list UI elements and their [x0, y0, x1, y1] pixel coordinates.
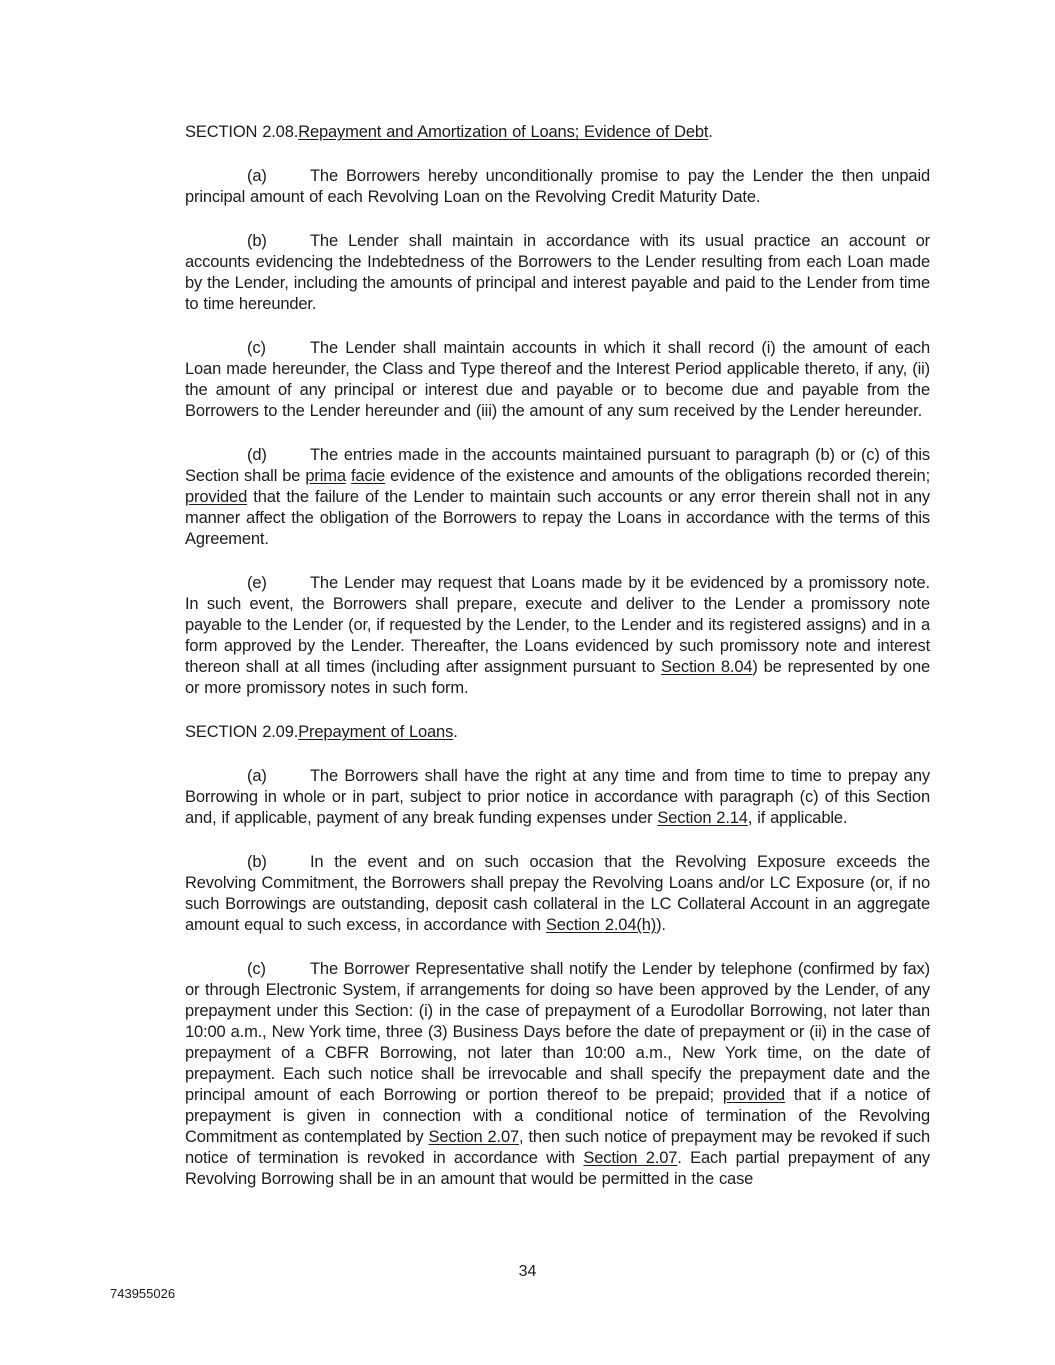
underlined-text-run: Section 2.04(h)	[545, 916, 657, 934]
section-2-09-heading	[185, 722, 930, 743]
text-run: evidence of the existence and amounts of the obligations recorded therein;	[385, 467, 931, 485]
text-run: The Lender shall maintain accounts in which it shall record (i) the amount of each Loan made hereunder, the Class and Type thereof and the Interest Period applicable thereto, if any, (ii) the amount of any principal or interest due and payable or to become due and payable from the Borrowers to the Lender hereunder and (iii) the amount of any sum received by the Lender hereunder.	[185, 339, 930, 420]
text-run: .	[708, 123, 713, 141]
text-run: SECTION 2.09.	[185, 723, 299, 741]
para-2-09-b	[185, 852, 930, 936]
paragraph-marker: (a)	[247, 167, 267, 185]
underlined-text-run: Prepayment of Loans	[298, 723, 454, 741]
paragraph-marker: (c)	[247, 960, 266, 978]
paragraph-marker: (d)	[247, 446, 267, 464]
text-run: The entries made in the accounts maintained pursuant to paragraph (b) or (c) of this Section shall be	[185, 446, 930, 485]
document-body	[185, 122, 930, 1213]
text-run: The Borrowers hereby unconditionally promise to pay the Lender the then unpaid principal amount of each Revolving Loan on the Revolving Credit Maturity Date.	[185, 167, 930, 206]
paragraph-marker: (b)	[247, 853, 267, 871]
para-2-09-a	[185, 766, 930, 829]
text-run: The Borrower Representative shall notify the Lender by telephone (confirmed by fax) or through Electronic System, if arrangements for doing so have been approved by the Lender, of any prepayment under this Section: (i) in the case of prepayment of a Eurodollar Borrowing, not later than 10:00 a.m., New York time, three (3) Business Days before the date of prepayment or (ii) in the case of prepayment of a CBFR Borrowing, not later than 10:00 a.m., New York time, on the date of prepayment. Each such notice shall be irrevocable and shall specify the prepayment date and the principal amount of each Borrowing or portion thereof to be prepaid;	[185, 960, 930, 1104]
paragraph-marker: (e)	[247, 574, 267, 592]
paragraph-marker: (a)	[247, 767, 267, 785]
document-id-number: 743955026	[110, 1286, 176, 1301]
underlined-text-run: Repayment and Amortization of Loans; Evidence of Debt	[298, 123, 709, 141]
underlined-text-run: Section 2.07	[583, 1149, 678, 1167]
underlined-text-run: provided	[722, 1086, 785, 1104]
text-run: The Borrowers shall have the right at any time and from time to time to prepay any Borrowing in whole or in part, subject to prior notice in accordance with paragraph (c) of this Section and, if applicable, payment of any break funding expenses under	[185, 767, 930, 827]
para-2-08-d	[185, 445, 930, 550]
paragraph-marker: (c)	[247, 339, 266, 357]
para-2-08-b	[185, 231, 930, 315]
para-2-09-c	[185, 959, 930, 1190]
text-run: . Each partial prepayment of any Revolving Borrowing shall be in an amount that would be permitted in the case	[185, 1149, 930, 1188]
underlined-text-run: provided	[185, 488, 248, 506]
underlined-text-run: Section 2.14	[657, 809, 748, 827]
underlined-text-run: Section 2.07	[428, 1128, 520, 1146]
page-number: 34	[518, 1263, 537, 1280]
text-run: .	[453, 723, 458, 741]
text-run: The Lender shall maintain in accordance with its usual practice an account or accounts evidencing the Indebtedness of the Borrowers to the Lender resulting from each Loan made by the Lender, including the amounts of principal and interest payable and paid to the Lender from time to time hereunder.	[185, 232, 930, 313]
underlined-text-run: facie	[350, 467, 386, 485]
text-run: SECTION 2.08.	[185, 123, 299, 141]
para-2-08-a	[185, 166, 930, 208]
text-run: The Lender may request that Loans made by it be evidenced by a promissory note. In such event, the Borrowers shall prepare, execute and deliver to the Lender a promissory note payable to the Lender (or, if requested by the Lender, to the Lender and its registered assigns) and in a form approved by the Lender. Thereafter, the Loans evidenced by such promissory note and interest thereon shall at all times (including after assignment pursuant to	[185, 574, 930, 676]
underlined-text-run: Section 8.04	[661, 658, 753, 676]
text-run: , if applicable.	[747, 809, 848, 827]
section-2-08-heading	[185, 122, 930, 143]
text-run: that the failure of the Lender to maintain such accounts or any error therein shall not in any manner affect the obligation of the Borrowers to repay the Loans in accordance with the terms of this Agreement.	[185, 488, 930, 548]
text-run: In the event and on such occasion that the Revolving Exposure exceeds the Revolving Commitment, the Borrowers shall prepay the Revolving Loans and/or LC Exposure (or, if no such Borrowings are outstanding, deposit cash collateral in the LC Collateral Account in an aggregate amount equal to such excess, in accordance with	[185, 853, 930, 934]
underlined-text-run: prima	[305, 467, 346, 485]
text-run: ) be represented by one or more promissory notes in such form.	[185, 658, 931, 697]
para-2-08-e	[185, 573, 930, 699]
text-run: ).	[656, 916, 666, 934]
text-run: that if a notice of prepayment is given in connection with a conditional notice of termination of the Revolving Commitment as contemplated by	[185, 1086, 930, 1146]
para-2-08-c	[185, 338, 930, 422]
paragraph-marker: (b)	[247, 232, 267, 250]
text-run: , then such notice of prepayment may be revoked if such notice of termination is revoked in accordance with	[185, 1128, 930, 1167]
